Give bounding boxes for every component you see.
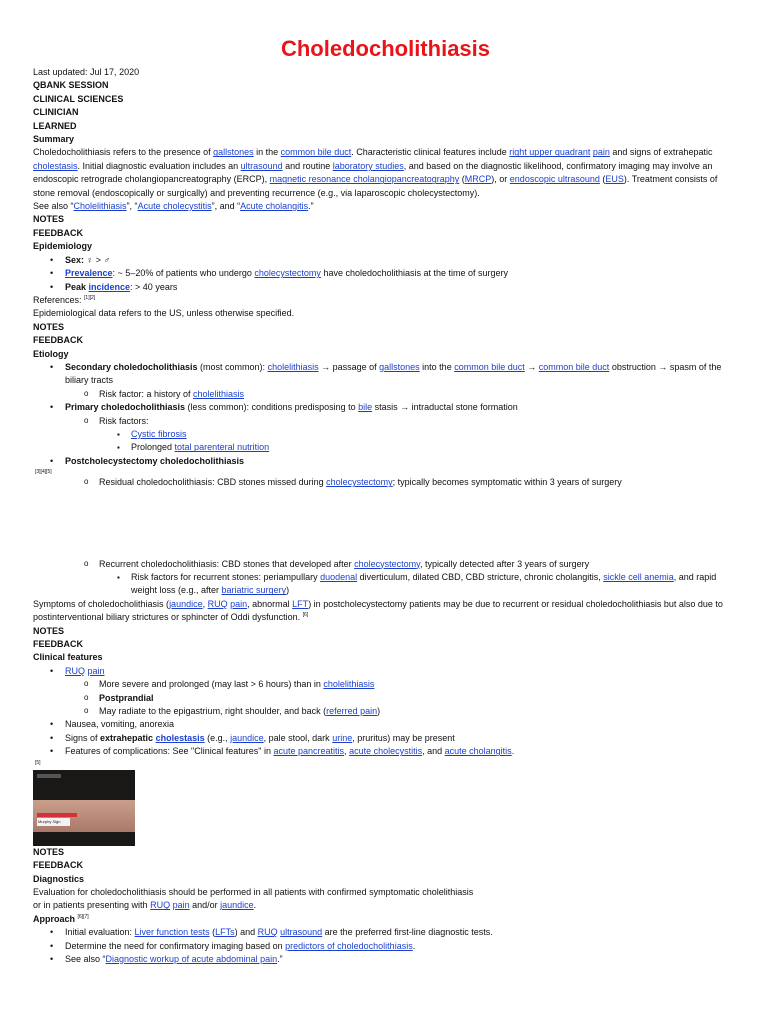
diagnostics-line-2 [33, 899, 738, 912]
link-duodenal[interactable]: duodenal [320, 572, 358, 582]
list-item [33, 558, 738, 571]
diagnostics-heading: Diagnostics [33, 873, 85, 884]
text-run: Risk factors for recurrent stones: periampullary [131, 572, 321, 582]
text-run: obstruction → spasm of the biliary tracts [65, 361, 722, 386]
text-run: , typically detected after 3 years of surgery [420, 558, 590, 569]
qbank-session-link[interactable]: QBANK SESSION [33, 80, 109, 91]
citation-ref[interactable]: [1][2] [84, 294, 96, 301]
link-predictors-of-choledocholithiasis[interactable]: predictors of choledocholithiasis [285, 940, 413, 951]
text-run: ( [599, 174, 606, 185]
etiology-list-residual [33, 476, 738, 489]
text-run: ) in postcholecystectomy patients may be due to recurrent or residual choledocholithiasis but also due to postinterventional biliary strictures or sphincter of Oddi dysfunction. [33, 598, 723, 623]
list-item [33, 361, 738, 388]
bold-text: extrahepatic [100, 732, 156, 743]
list-item [33, 678, 738, 691]
text-run: : ~ 5–20% of patients who undergo [112, 268, 255, 279]
text-run: , and based on the diagnostic likelihood, confirmatory imaging may involve an endoscopic retrograde cholangiopancreatography (ERCP), [33, 160, 713, 185]
text-run: ♀ > ♂ [84, 254, 111, 265]
epi-references [33, 294, 738, 307]
list-item [33, 401, 738, 414]
feedback-button[interactable]: FEEDBACK [33, 227, 84, 238]
text-run: , pruritus) may be present [352, 732, 455, 743]
text-run: stasis → intraductal stone formation [372, 402, 518, 413]
text-run: : > 40 years [130, 281, 178, 292]
text-run: May radiate to the epigastrium, right shoulder, and back ( [99, 706, 327, 717]
link-common-bile-duct[interactable]: common bile duct [454, 361, 525, 372]
text-run: → passage of [318, 361, 380, 372]
text-run: and/or [189, 900, 221, 911]
list-item [33, 732, 738, 745]
text-run: into the [419, 361, 455, 372]
text-run: Recurrent choledocholithiasis: CBD stones that developed after [99, 558, 355, 569]
notes-button[interactable]: NOTES [33, 625, 65, 636]
link-cholelithiasis[interactable]: cholelithiasis [193, 388, 245, 399]
epi-item-sex [33, 254, 738, 267]
list-item [33, 415, 738, 428]
etiology-ref-note: [3][4][5] [35, 469, 52, 476]
list-item [33, 705, 738, 718]
text-run: ”, “ [126, 201, 138, 212]
link-acute-cholecystitis[interactable]: Acute cholecystitis [137, 201, 212, 212]
etiology-heading: Etiology [33, 348, 69, 359]
video-caption: Murphy Sign [37, 818, 70, 826]
link-cholestasis[interactable]: cholestasis [155, 732, 205, 743]
link-common-bile-duct[interactable]: common bile duct [280, 147, 352, 158]
last-updated: Last updated: Jul 17, 2020 [33, 67, 140, 77]
clinical-ref-note: [5] [35, 759, 41, 766]
link-referred-pain[interactable]: referred pain [326, 706, 378, 717]
text-run: . Characteristic clinical features include [351, 147, 510, 158]
text-run: References: [33, 294, 85, 305]
summary-heading: Summary [33, 134, 75, 145]
link-ruq[interactable]: RUQ [150, 900, 171, 911]
text-run: . [253, 900, 257, 911]
bold-text: Approach [33, 913, 78, 924]
text-run: diverticulum, dilated CBD, CBD stricture, chronic cholangitis, [357, 572, 604, 582]
text-run: Initial evaluation: [65, 927, 135, 938]
diagnostics-line-1: Evaluation for choledocholithiasis should be performed in all patients with confirmed symptomatic cholelithiasis [33, 886, 474, 897]
text-run: have choledocholithiasis at the time of surgery [320, 268, 509, 279]
link-cystic-fibrosis[interactable]: Cystic fibrosis [131, 428, 187, 439]
link-mrcp[interactable]: MRCP [464, 174, 492, 185]
notes-button[interactable]: NOTES [33, 214, 65, 225]
text-run: (less common): conditions predisposing to [185, 402, 359, 413]
bold-text: Secondary choledocholithiasis [65, 361, 198, 372]
link-incidence[interactable]: incidence [88, 281, 131, 292]
list-item [33, 476, 738, 489]
link-right-upper-quadrant[interactable]: right upper quadrant [509, 147, 591, 158]
citation-ref[interactable]: [6] [302, 612, 309, 619]
link-endoscopic-ultrasound[interactable]: endoscopic ultrasound [509, 174, 600, 185]
text-run: , [202, 598, 208, 609]
link-cholestasis[interactable]: cholestasis [33, 160, 78, 171]
bold-text: Sex: [65, 254, 85, 265]
text-run: ( [209, 927, 216, 938]
link-sickle-cell-anemia[interactable]: sickle cell anemia [603, 572, 674, 582]
text-run: ) and [234, 927, 258, 938]
text-run: , abnormal [247, 598, 293, 609]
link-total-parenteral-nutrition[interactable]: total parenteral nutrition [174, 442, 270, 453]
epi-note: Epidemiological data refers to the US, unless otherwise specified. [33, 308, 295, 319]
link-acute-cholecystitis[interactable]: acute cholecystitis [349, 746, 423, 757]
text-run: More severe and prolonged (may last > 6 hours) than in [99, 679, 324, 690]
document-page [33, 34, 738, 966]
bold-text: Peak [65, 281, 89, 292]
link-ultrasound[interactable]: ultrasound [280, 927, 323, 938]
text-run: , [344, 746, 350, 757]
text-run: . Initial diagnostic evaluation includes an [77, 160, 241, 171]
text-run: Residual choledocholithiasis: CBD stones missed during [99, 477, 327, 488]
link-laboratory-studies[interactable]: laboratory studies [332, 160, 404, 171]
link-diagnostic-workup-of-acute-abdominal-pain[interactable]: Diagnostic workup of acute abdominal pain [105, 953, 278, 964]
text-run: (e.g., [204, 732, 231, 743]
link-cholecystectomy[interactable]: cholecystectomy [254, 268, 321, 279]
link-jaundice[interactable]: jaundice [220, 900, 254, 911]
text-run: See also “ [65, 953, 106, 964]
link-cholelithiasis[interactable]: cholelithiasis [267, 361, 319, 372]
link-pain[interactable]: pain [592, 147, 610, 158]
video-caption-bar [37, 813, 77, 817]
list-item [33, 665, 738, 678]
link-bariatric-surgery[interactable]: bariatric surgery [221, 585, 287, 596]
bold-text: Primary choledocholithiasis [65, 402, 186, 413]
text-run: → [524, 361, 539, 372]
etiology-list [33, 361, 738, 468]
text-run: Choledocholithiasis refers to the presence of [33, 147, 214, 158]
link-acute-pancreatitis[interactable]: acute pancreatitis [273, 746, 345, 757]
text-run: Features of complications: See "Clinical features" in [65, 746, 274, 757]
text-run: Risk factors: [99, 415, 149, 426]
text-run: See also “ [33, 201, 74, 212]
text-run: and signs of extrahepatic [609, 147, 713, 158]
link-cholelithiasis[interactable]: cholelithiasis [323, 679, 375, 690]
embedded-media-gap [33, 490, 738, 558]
epidemiology-list [33, 254, 738, 294]
text-run: ). Treatment consists of stone removal (endoscopically or surgically) and preventing recurrence (e.g., via laparoscopic cholecystectomy). [33, 174, 718, 198]
link-ruq[interactable]: RUQ [65, 665, 85, 676]
text-run: in the [253, 147, 281, 158]
clinical-features-list [33, 665, 738, 759]
epidemiology-heading: Epidemiology [33, 241, 93, 252]
list-item [33, 571, 738, 598]
feedback-button[interactable]: FEEDBACK [33, 335, 84, 346]
link-pain[interactable]: pain [172, 900, 190, 911]
link-cholecystectomy[interactable]: cholecystectomy [326, 477, 393, 488]
link-gallstones[interactable]: gallstones [213, 147, 254, 158]
page-title: Choledocholithiasis [280, 36, 491, 61]
text-run: Symptoms of choledocholithiasis ( [33, 598, 170, 609]
text-run: Prolonged [131, 442, 175, 453]
text-run: Nausea, vomiting, anorexia [65, 719, 175, 730]
link-cholelithiasis[interactable]: Cholelithiasis [73, 201, 127, 212]
clinician-link[interactable]: CLINICIAN [33, 107, 79, 118]
video-logo [37, 774, 61, 778]
text-run: , and [422, 746, 445, 757]
summary-paragraph [33, 146, 738, 200]
list-item [33, 428, 738, 441]
text-run: , and rapid weight loss (e.g., after [131, 572, 717, 596]
text-run: ; typically becomes symptomatic within 3 years of surgery [392, 477, 622, 488]
link-common-bile-duct[interactable]: common bile duct [538, 361, 610, 372]
text-run: or in patients presenting with [33, 900, 151, 911]
link-bile[interactable]: bile [358, 402, 373, 413]
see-also [33, 200, 738, 213]
link-cholecystectomy[interactable]: cholecystectomy [354, 558, 421, 569]
link-jaundice[interactable]: jaundice [169, 598, 203, 609]
link-ruq[interactable]: RUQ [207, 598, 228, 609]
list-item [33, 718, 738, 731]
text-run: ) [286, 585, 290, 596]
learned-link[interactable]: LEARNED [33, 120, 77, 131]
list-item [33, 692, 738, 705]
clinical-sciences-link[interactable]: CLINICAL SCIENCES [33, 93, 124, 104]
link-lft[interactable]: LFT [292, 598, 309, 609]
text-run: (most common): [197, 361, 268, 372]
epi-item-prevalence [33, 267, 738, 280]
bold-text: Postprandial [99, 692, 154, 703]
text-run: , pale stool, dark [263, 732, 333, 743]
list-item [33, 745, 738, 758]
link-urine[interactable]: urine [332, 732, 353, 743]
link-lfts[interactable]: LFTs [215, 927, 235, 938]
link-magnetic-resonance-cholangiopancreatography[interactable]: magnetic resonance cholangiopancreatography [269, 174, 460, 185]
text-run: . [412, 940, 416, 951]
list-item [33, 441, 738, 454]
link-prevalence[interactable]: Prevalence [65, 268, 113, 279]
list-item [33, 953, 738, 966]
list-item [33, 940, 738, 953]
text-run: ( [459, 174, 465, 185]
link-acute-cholangitis[interactable]: Acute cholangitis [240, 201, 309, 212]
approach-heading [33, 913, 738, 926]
text-run: .” [277, 953, 283, 964]
clinical-features-heading: Clinical features [33, 652, 103, 663]
text-run: and routine [282, 160, 333, 171]
diagnostics-list [33, 926, 738, 966]
feedback-button[interactable]: FEEDBACK [33, 860, 84, 871]
link-gallstones[interactable]: gallstones [379, 361, 420, 372]
citation-ref[interactable]: [6][7] [77, 913, 89, 920]
feedback-button[interactable]: FEEDBACK [33, 639, 84, 650]
link-pain[interactable]: pain [230, 598, 248, 609]
text-run: Signs of [65, 732, 101, 743]
text-run: are the preferred first-line diagnostic tests. [322, 927, 493, 938]
text-run: ), or [491, 174, 510, 185]
symptoms-paragraph [33, 598, 738, 625]
link-ruq[interactable]: RUQ [257, 927, 278, 938]
murphy-sign-video-thumbnail[interactable] [33, 770, 135, 846]
link-acute-cholangitis[interactable]: acute cholangitis [444, 746, 512, 757]
text-run: Determine the need for confirmatory imaging based on [65, 940, 286, 951]
link-jaundice[interactable]: jaundice [230, 732, 264, 743]
bold-text: Postcholecystectomy choledocholithiasis [65, 455, 245, 466]
epi-item-incidence [33, 281, 738, 294]
list-item [33, 926, 738, 939]
text-run: .” [308, 201, 314, 212]
link-eus[interactable]: EUS [605, 174, 624, 185]
list-item [33, 455, 738, 468]
text-run: ) [377, 706, 381, 717]
text-run: ”, and “ [211, 201, 241, 212]
list-item [33, 388, 738, 401]
text-run: Risk factor: a history of [99, 388, 194, 399]
link-pain[interactable]: pain [87, 665, 105, 676]
text-run: . [511, 746, 515, 757]
link-liver-function-tests[interactable]: Liver function tests [134, 927, 210, 938]
notes-button[interactable]: NOTES [33, 846, 65, 857]
notes-button[interactable]: NOTES [33, 321, 65, 332]
link-ultrasound[interactable]: ultrasound [240, 160, 283, 171]
etiology-list-recurrent [33, 558, 738, 598]
